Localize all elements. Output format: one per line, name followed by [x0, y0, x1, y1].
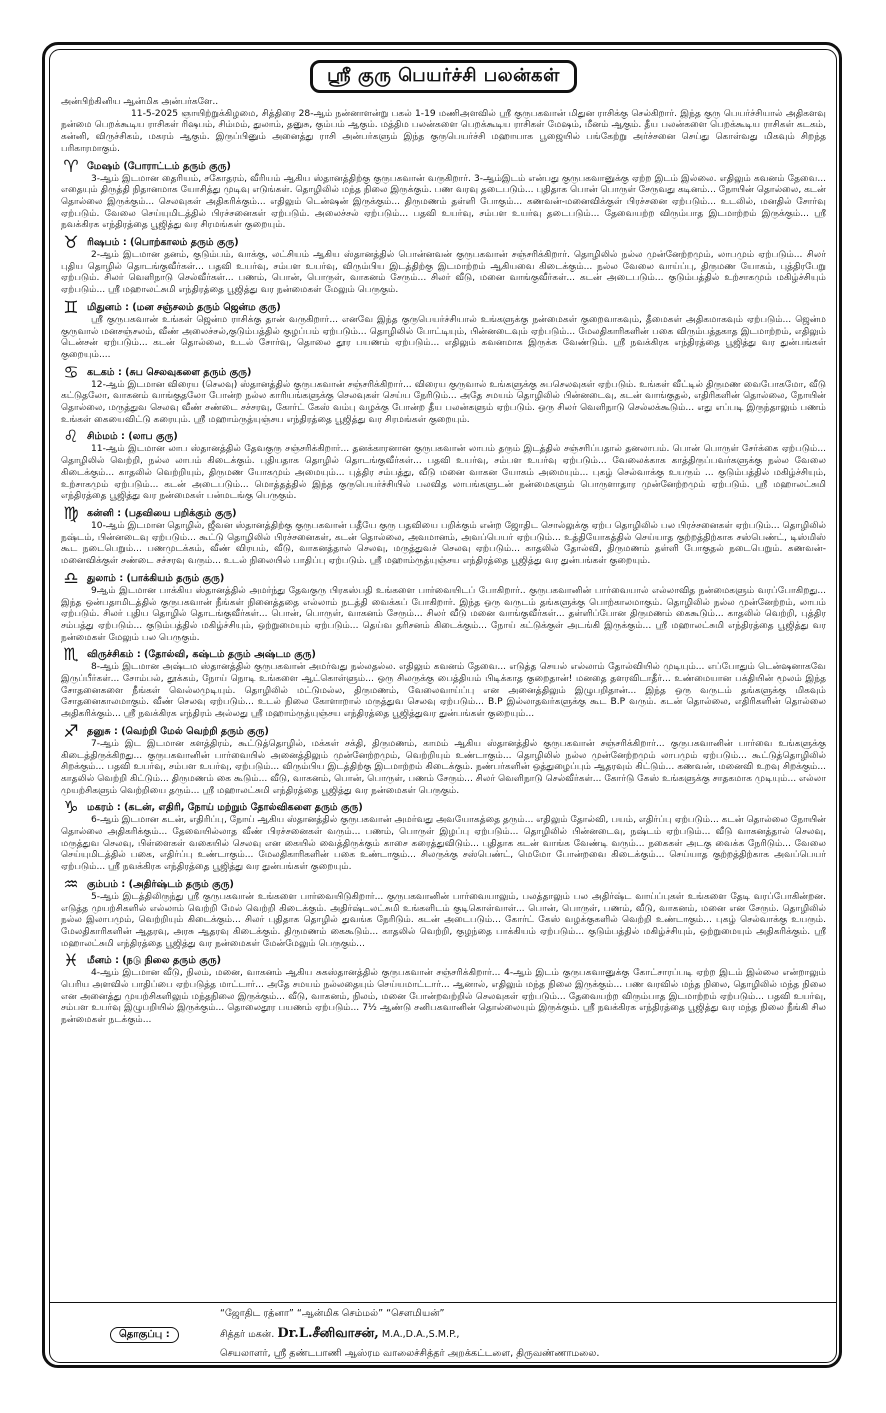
zodiac-icon: ♋ [63, 362, 79, 383]
sign-heading-row [61, 951, 826, 972]
sign-heading: கடகம் : (சுப செலவுகளை தரும் குரு) [87, 366, 252, 378]
sign-section [61, 645, 826, 721]
footer [50, 1304, 836, 1363]
sign-heading: ரிஷபம் : (பொற்காலம் தரும் குரு) [87, 237, 239, 249]
sign-prediction-text: 3-ஆம் இடமான தைரியம், சகோதரம், வீரியம் ஆகிய ஸ்தானத்திற்கு குருபகவான் வருகிறார். 3-ஆம்இடம் என்பது குருபகவானுக்கு ஏற்ற இடம் இல்லை. எதிலும் கவனம் தேவை... எதையும் திருத்தி நிதானமாக யோசித்து முடிவு எடுங்கள். தொழிலில் மந்த நிலை இருக்கும். பண வரவு தடைபடும்... புதிதாக பொன் பொருள் சேருவது கடினம்... நோயின் தொல்லை, கடன் தொல்லை இருக்கும்... செலவுகள் அதிகரிக்கும்... எதிலும் டென்ஷன் இருக்கும்... திருமணம் தள்ளி போகும்... கணவன்-மனைவிக்குள் பிரச்சனை ஏற்படும்... உடலில், மனதில் சோர்வு ஏற்படும். வேலை செய்யுமிடத்தில் பிரச்சனைகள் ஏற்படும். அலைச்சல் ஏற்படும்... பதவி உயர்வு, சம்பள உயர்வு தடைபடும்... தேவையற்ற விரும்பாத இடமாற்றம் இருக்கும்... ஸ்ரீ நவக்கிரக எந்திரத்தை பூஜித்து வர சிரமங்கள் குறையும். [61, 173, 826, 231]
sign-heading-row [61, 156, 826, 177]
sign-heading: தனுசு : (வெற்றி மேல் வெற்றி தரும் குரு) [87, 725, 269, 737]
zodiac-icon: ♍ [63, 503, 79, 524]
sign-heading: துலாம் : (பாக்கியம் தரும் குரு) [87, 572, 225, 584]
compiled-by-label: தொகுப்பு : [110, 1327, 179, 1343]
author-qualifications: M.A.,D.A.,S.M.P., [381, 1329, 460, 1340]
sign-prediction-text: 9ஆம் இடமான பாக்கிய ஸ்தானத்தில் அமர்ந்து தேவகுரு பிரகஸ்பதி உங்களை பார்வையிடப் போகிறார்.. குருபகவானின் பார்வையால் எல்லாவித நன்மைகளும் வரப்போகிறது... இந்த ஒன்பதாமிடத்தில் குருபகவான் நீங்கள் நினைத்ததை எல்லாம் நடத்தி வைக்கப் போகிறார். இந்த ஒரு வருடம் தங்களுக்கு பொற்காலமாகும். தொழிலில் நல்ல முன்னேற்றம், லாபம் ஏற்படும். சிலர் புதிய தொழில் தொடங்குவீர்கள்... பொன், பொருள், வாகனம் சேரும்... சிலர் வீடு மனை வாங்குவீர்கள்... தள்ளிப்போன திருமணம் கைகூடும்... காதலில் வெற்றி, புத்திர சம்பத்து ஏற்படும்... குடும்பத்தில் மகிழ்ச்சியும், ஒற்றுமையும் ஏற்படும்... தெய்வ தரிசனம் கிடைக்கும்... நோய் கட்டுக்குள் அடங்கி இருக்கும்... ஸ்ரீ மஹாலட்சுமி எந்திரத்தை பூஜித்து வர நன்மைகள் மேலும் பல பெருகும். [61, 585, 826, 643]
title-box [61, 60, 826, 93]
greeting: அன்பிற்கினிய ஆன்மிக அன்பர்களே.. [61, 97, 219, 107]
sign-prediction-text: 2-ஆம் இடமான தனம், குடும்பம், வாக்கு, லட்சியம் ஆகிய ஸ்தானத்தில் பொன்னவன் குருபகவான் சஞ்சரிக்கிறார். தொழிலில் நல்ல முன்னேற்றமும், லாபமும் ஏற்படும்... சிலர் புதிய தொழில் தொடங்குவீர்கள்... பதவி உயர்வு, சம்பள உயர்வு, விரும்பிய இடத்திற்கு இடமாற்றம் ஆகியவை கிடைக்கும்... நல்ல வேலை வாய்ப்பு, திருமண யோகம், புத்திரபேறு ஏற்படும். சிலர் வெளிநாடு செல்வீர்கள்... பணம், பொன், பொருள், வாகனம் சேரும்... சிலர் வீடு, மனை வாங்குவீர்கள்... கடன் அடைபடும்... குடும்பத்தில் உற்சாகமும் மகிழ்ச்சியும் ஏற்படும்... ஸ்ரீ மஹாலட்சுமி எந்திரத்தை பூஜித்து வர நன்மைகள் மேலும் பெருகும். [61, 250, 826, 296]
sign-prediction-text: 4-ஆம் இடமான வீடு, நிலம், மனை, வாகனம் ஆகிய சுகஸ்தானத்தில் குருபகவான் சஞ்சரிக்கிறார்... 4-ஆம் இடம் குருபகவானுக்கு கோட்சாரப்படி ஏற்ற இடம் இல்லை என்றாலும் பெரிய அளவில் பாதிப்பை ஏற்படுத்த மாட்டார்... அதே சமயம் நல்லதையும் செய்யமாட்டார்... ஆனால், எதிலும் மந்த நிலை இருக்கும்... பண வரவில் மந்த நிலை, தொழிலில் மந்த நிலை என அனைத்து முயற்சிகளிலும் மந்தநிலை இருக்கும்... வீடு, வாகனம், நிலம், மனை போன்றவற்றில் செலவுகள் ஏற்படும்... தேவையற்ற விரும்பாத இடமாற்றம் ஏற்படும்... பதவி உயர்வு, சம்பள உயர்வு இழுபறியில் இருக்கும்... தொலைதூர பயணம் ஏற்படும்... 7½ ஆண்டு சனிபகவானின் தொல்லையும் இருக்கும். ஸ்ரீ நவக்கிரக எந்திரத்தை பூஜித்து வர மந்த நிலை நீங்கி சில நன்மைகள் நடக்கும்... [61, 968, 826, 1026]
sign-heading: மீனம் : (நடு நிலை தரும் குரு) [87, 955, 222, 967]
sign-prediction-text: 8-ஆம் இடமான அஷ்டம ஸ்தானத்தில் குருபகவான் அமர்வது நல்லதல்ல. எதிலும் கவனம் தேவை... எடுத்த செயல் எல்லாம் தோல்வியில் முடியும்... எப்போதும் டென்ஷனாகவே இருப்பீர்கள்... சோம்பல், தூக்கம், நோய் நொடி உங்களை ஆட்கொள்ளும்... ஒரு சிலருக்கு பைத்தியம் பிடிக்காத குறைதான்! மனதை தளரவிடாதீர்... உண்மையான பக்தியின் மூலம் இந்த சோதனைகளை நீங்கள் வெல்லமுடியும். தொழிலில் மட்டுமல்ல, திருமணம், வேலைவாய்ப்பு என அனைத்திலும் இழுபறிதான்... இந்த ஒரு வருடம் தங்களுக்கு மிகவும் சோதனைகாலமாகும். வீண் செலவு ஏற்படும்... உடல் நிலை கோளாறால் மருத்துவ செலவு ஏற்படும்... B.P இல்லாதவர்களுக்கு கூட B.P வரும். கடன் தொல்லை, எதிரிகளின் தொல்லை அதிகரிக்கும்... ஸ்ரீ நவக்கிரக எந்திரம் அல்லது ஸ்ரீ மஹாம்ருத்யுஞ்சய எந்திரத்தை பூஜித்துவர துன்பங்கள் குறையும்... [61, 662, 826, 720]
sign-heading-row [61, 362, 826, 383]
zodiac-icon: ♓ [63, 951, 79, 972]
sign-section [61, 503, 826, 568]
zodiac-icon: ♐ [63, 721, 79, 742]
sign-section [61, 233, 826, 297]
zodiac-icon: ♌ [63, 427, 79, 448]
sign-heading-row [61, 798, 826, 819]
zodiac-icon: ♈ [63, 156, 79, 177]
sign-prediction-text: 10-ஆம் இடமான தொழில், ஜீவன ஸ்தானத்திற்கு குருபகவான் பதீயே குரு பதவியை பறிக்கும் என்ற ஜோதிட சொல்லுக்கு ஏற்ப தொழிலில் பல பிரச்சனைகள் ஏற்படும்... தொழிலில் நஷ்டம், பின்னடைவு ஏற்படும்... கூட்டு தொழிலில் பிரச்சனைகள், கடன் தொல்லை, அவமானம், அவப்பெயர் ஏற்படும்... உத்தியோகத்தில் செய்யாத குற்றத்திற்காக சஸ்பெண்ட், டிஸ்மிஸ் கூட நடைபெறும்... பணமுடக்கம், வீண் விரயம், வீடு, வாகனத்தால் செலவு, மருத்துவச் செலவு ஏற்படும்... காதலில் தோல்வி, திருமணம் தள்ளி போகுதல் நடைபெறும். கணவன்-மனைவிக்குள் சண்டை சச்சரவு வரும்... உடல் நிலையில் பாதிப்பு ஏற்படும். ஸ்ரீ மஹாம்ருத்யுஞ்சய எந்திரத்தை பூஜித்து வர துன்பங்கள் குறையும். [61, 520, 826, 567]
zodiac-icon: ♉ [63, 233, 79, 254]
sign-prediction-text: 11-ஆம் இடமான லாப ஸ்தானத்தில் தேவகுரு சஞ்சரிக்கிறார்... தனக்காரனான குருபகவான் லாபம் தரும் இடத்தில் சஞ்சரிப்பதால் தனலாபம். பொன் பொருள் சேர்க்கை ஏற்படும்... தொழிலில் வெற்றி, நல்ல லாபம் கிடைக்கும். புதியதாக தொழில் தொடங்குவீர்கள்... பதவி உயர்வு, சம்பள உயர்வு ஏற்படும்... வேலைக்காக காத்திருப்பவர்களுக்கு நல்ல வேலை கிடைக்கும்... காதலில் வெற்றியும், திருமண யோகமும் அமையும்... புத்திர சம்பத்து, வீடு மனை வாகன யோகம் அமையும்... புகழ் செல்வாக்கு உயரும் ... குடும்பத்தில் மகிழ்ச்சியும், உற்சாகமும் ஏற்படும்... கடன் அடைபடும்... மொத்தத்தில் இந்த குருபெயர்ச்சியில் பலவித லாபங்களுடன் நன்மைகளும் பொருளாதார முன்னேற்றமும் ஏற்படும். ஸ்ரீ மஹாலட்சுமி எந்திரத்தை பூஜித்து வர நன்மைகள் பன்மடங்கு பெருகும். [61, 444, 826, 502]
sign-section [61, 951, 826, 1027]
document-frame [49, 49, 837, 1363]
sign-section [61, 568, 826, 645]
sign-prediction-text: ஸ்ரீ குருபகவான் உங்கள் ஜென்ம ராசிக்கு தான் வருகிறார்... எனவே இந்த குருபெயர்ச்சியால் உங்களுக்கு நன்மைகள் குறைவாகவும், தீமைகள் அதிகமாகவும் ஏற்படும்... ஜென்ம குருவால் மனசஞ்சலம், வீண் அலைச்சல்,குடும்பத்தில் குழப்பம் ஏற்படும்... தொழிலில் போட்டியும், பின்னடைவும் ஏற்படும்... மேலதிகாரிகளின் பகை விரும்பத்தகாத இடமாற்றம், எதிலும் டென்சன் ஏற்படும்... கடன் தொல்லை, உடல் சோர்வு, தொலை தூர பயணம் ஏற்படும்... எதிலும் கவனமாக இருக்க வேண்டும். ஸ்ரீ நவக்கிரக எந்திரத்தை பூஜித்து வர துன்பங்கள் குறையும்.... [61, 314, 826, 360]
sign-heading-row [61, 297, 826, 318]
footer-divider [50, 1302, 836, 1303]
sign-heading-row [61, 568, 826, 589]
sign-section [61, 427, 826, 503]
zodiac-icon: ♏ [63, 645, 79, 666]
zodiac-icon: ♊ [63, 297, 79, 318]
author-titles: “ஜோதிட ரத்னா” “ஆன்மிக செம்மல்” “சௌமியன்” [220, 1308, 445, 1319]
sign-heading-row [61, 721, 826, 742]
sign-heading: மேஷம் (போராட்டம் தரும் குரு) [87, 160, 231, 172]
sign-section [61, 297, 826, 362]
sign-heading: மகரம் : (கடன், எதிரி, நோய் மற்றும் தோல்விகளை தரும் குரு) [87, 802, 363, 814]
author-line [220, 1326, 459, 1342]
sign-heading: சிம்மம் : (லாப குரு) [87, 431, 178, 443]
sign-heading-row [61, 645, 826, 666]
author-name: Dr.L.சீனிவாசன், [277, 1326, 379, 1341]
signs-list [61, 156, 826, 1027]
sign-heading-row [61, 874, 826, 895]
sign-section [61, 798, 826, 874]
sign-prediction-text: 12-ஆம் இடமான விரைய (செலவு) ஸ்தானத்தில் குருபகவான் சஞ்சரிக்கிறார்... விரைய குருவால் உங்களுக்கு சுபசெலவுகள் ஏற்படும். உங்கள் வீட்டில் திருமண வைபோகமோ, வீடு கட்டுதலோ, வாகனம் வாங்குதலோ போன்ற நல்ல காரியங்களுக்கு செலவுகள் செய்ய நேரிடும்... அதே சமயம் தொழிலில் பின்னடைவு, கடன் வாங்குதல், எதிரிகளின் தொல்லை, நோயின் தொல்லை, மருத்துவ செலவு வீண் சண்டை சச்சரவு, கோர்ட் கேஸ் வம்பு வழக்கு போன்ற தீய பலன்களும் ஏற்படும். ஒரு சிலர் வெளிநாடு செல்லக்கூடும்... எது எப்படி இருந்தாலும் பணம் உங்கள் கையைவிட்டு கரையும். ஸ்ரீ மஹாம்ருத்யுஞ்சய எந்திரத்தை பூஜித்து வர சிரமங்கள் குறையும். [61, 379, 826, 425]
author-prefix: சித்தர் மகன். [220, 1329, 275, 1340]
sign-section [61, 874, 826, 951]
sign-prediction-text: 5-ஆம் இடத்திலிருந்து ஸ்ரீ குருபகவான் உங்களை பார்வையிடுகிறார்... குருபகவானின் பார்வையாலும், பலத்தாலும் பல அதிர்ஷ்ட வாய்ப்புகள் உங்களை தேடி வரப்போகின்றன. எடுத்த முயற்சிகளில் எல்லாம் வெற்றி மேல் வெற்றி கிடைக்கும். அதிர்ஷ்டலட்சுமி உங்களிடம் குடிகொள்வாள்... பொன், பொருள், பணம், வீடு, வாகனம், மனை என சேரும். தொழிலில் நல்ல இலாபமும், வெற்றியும் கிடைக்கும்... சிலர் புதிதாக தொழில் துவங்க நேரிடும். கடன் அடைபடும்... கோர்ட் கேஸ் வழக்குகளில் வெற்றி உண்டாகும்... புகழ் செல்வாக்கு உயரும். மேலதிகாரிகளின் ஆதரவு, அரசு ஆதரவு கிடைக்கும். திருமணம் கைகூடும்... காதலில் வெற்றி, குழந்தை பாக்கியம் ஏற்படும்... குடும்பத்தில் மகிழ்ச்சியும், ஒற்றுமையும் அதிகரிக்கும். ஸ்ரீ மஹாலட்சுமி எந்திரத்தை பூஜித்து வர நன்மைகள் மேன்மேலும் பெருகும்... [61, 891, 826, 949]
sign-heading: விருச்சிகம் : (தோல்வி, கஷ்டம் தரும் அஷ்டம குரு) [87, 649, 316, 661]
sign-heading-row [61, 233, 826, 254]
zodiac-icon: ♑ [63, 798, 79, 819]
sign-section [61, 156, 826, 233]
zodiac-icon: ♎ [63, 568, 79, 589]
author-organization: செயலாளர், ஸ்ரீ தண்டபாணி ஆஸ்ரம வாலைச்சித்தர் அறக்கட்டளை, திருவண்ணாமலை. [220, 1348, 600, 1359]
zodiac-icon: ♒ [63, 874, 79, 895]
sign-heading-row [61, 503, 826, 524]
sign-heading: மிதுனம் : (மன சஞ்சலம் தரும் ஜென்ம குரு) [87, 301, 281, 313]
intro-paragraph: 11-5-2025 ஞாயிற்றுக்கிழமை, சித்திரை 28-ஆம் நன்னாளன்று பகல் 1-19 மணிஅளவில் ஸ்ரீ குருபகவான் மிதுன ராசிக்கு செல்கிறார். இந்த குரு பெயர்ச்சியால் அதிகளவு நன்மை பெறக்கூடிய ராசிகள் ரிஷபம், சிம்மம், துலாம், தனுசு, கும்பம் ஆகும். மத்திம பலன்களை பெறக்கூடிய ராசிகள் மேஷம், மீனம் ஆகும். தீய பலன்களை பெறக்கூடிய ராசிகள் கடகம், கன்னி, விருச்சிகம், மகரம் ஆகும். இருப்பினும் அனைத்து ராசி அன்பர்களும் இந்த குருபெயர்ச்சி மஹாயாக பூஜையில் பங்கேற்று அர்ச்சனை செய்து கொள்வது மிகவும் சிறந்த பரிகாரமாகும். [61, 108, 826, 154]
sign-heading: கும்பம் : (அதிர்ஷ்டம் தரும் குரு) [87, 878, 234, 890]
sign-prediction-text: 7-ஆம் இட இடமான களத்திரம், கூட்டுத்தொழில், மக்கள் சக்தி, திருமணம், காமம் ஆகிய ஸ்தானத்தில் குருபகவான் சஞ்சரிக்கிறார்... குருபகவானின் பார்வை உங்களுக்கு கிடைத்திருக்கிறது... குருபகவானின் பார்வையில் அனைத்திலும் முன்னேற்றமும், வெற்றியும் உண்டாகும்... தொழிலில் நல்ல முன்னேற்றமும் லாபமும் ஏற்படும்... கூட்டுத்தொழிலில் சிறக்கும்... பதவி உயர்வு, சம்பள உயர்வு, ஏற்படும்... விரும்பிய இடத்திற்கு இடமாற்றம் கிடைக்கும். நண்பர்களின் ஒத்துழைப்பும் ஆதரவும் கிட்டும்... கணவன், மனைவி உறவு சிறக்கும்... காதலில் வெற்றி கிட்டும்... திருமணம் கை கூடும்... வீடு, வாகனம், பொன், பொருள், பணம் சேரும்... சிலர் வெளிநாடு செல்வீர்கள்... கோர்டு கேஸ் உங்களுக்கு சாதகமாக முடியும்... எல்லா முயற்சிகளும் வெற்றியை தரும்... ஸ்ரீ மஹாலட்சுமி எந்திரத்தை பூஜித்து வர நன்மைகள் பெருகும். [61, 738, 826, 796]
sign-heading: கன்னி : (பதவியை பறிக்கும் குரு) [87, 507, 237, 519]
sign-prediction-text: 6-ஆம் இடமான கடன், எதிரிப்பு, நோய் ஆகிய ஸ்தானத்தில் குருபகவான் அமர்வது அவயோகத்தை தரும்... எதிலும் தோல்வி, பயம், எதிர்ப்பு ஏற்படும்... கடன் தொல்லை நோயின் தொல்லை அதிகரிக்கும்... தேவையில்லாத வீண் பிரச்சனைகள் வரும்... பணம், பொருள் இழப்பு ஏற்படும்... தொழிலில் பின்னடைவு, நஷ்டம் ஏற்படும்... வீடு வாகனத்தால் செலவு, மருத்துவ செலவு, பிள்ளைகள் வகையில் செலவு என கையில் வைத்திருக்கும் காசை கரைத்துவிடும்... புதிதாக கடன் வாங்க வேண்டி வரும்... நகைகள் அடகு வைக்க நேரிடும்... வேலை செய்யுமிடத்தில் பகை, எதிர்ப்பு உண்டாகும்... மேலதிகாரிகளின் பகை உண்டாகும்... சிலருக்கு சஸ்பெண்ட், மெமோ போன்றவை கிடைக்கும்... செய்யாத குற்றத்திற்காக அவப்பெயர் ஏற்படும்... ஸ்ரீ நவக்கிரக எந்திரத்தை பூஜித்து வர துன்பங்கள் குறையும். [61, 815, 826, 873]
sign-section [61, 721, 826, 798]
sign-heading-row [61, 427, 826, 448]
page-title: ஸ்ரீ குரு பெயர்ச்சி பலன்கள் [310, 60, 577, 93]
sign-section [61, 362, 826, 427]
